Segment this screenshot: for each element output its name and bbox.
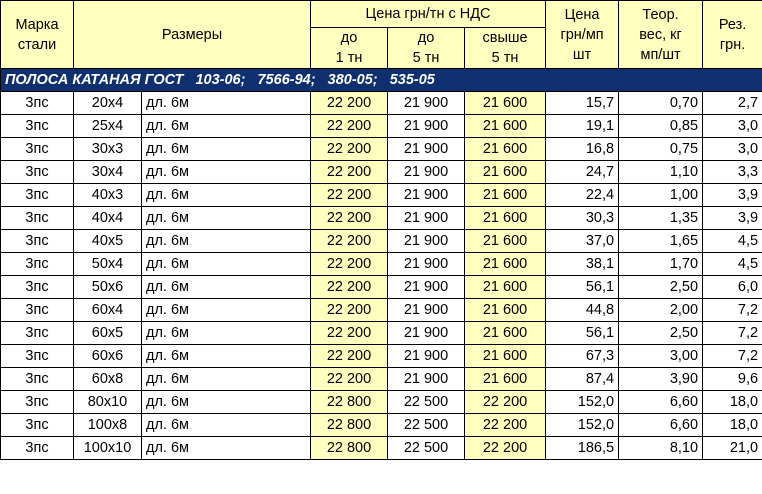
cell-grade: 3пс (1, 230, 74, 253)
header-price-mp-line2: грн/мп (560, 26, 604, 43)
cell-cut-price: 3,9 (703, 184, 762, 207)
cell-price-to-5t: 21 900 (388, 368, 465, 391)
cell-grade: 3пс (1, 368, 74, 391)
cell-price-to-1t: 22 200 (311, 138, 388, 161)
cell-price-mp: 186,5 (546, 437, 619, 460)
cell-price-mp: 37,0 (546, 230, 619, 253)
cell-length: дл. 6м (142, 276, 311, 299)
cell-cut-price: 4,5 (703, 253, 762, 276)
header-to-5t-line1: до (417, 30, 435, 46)
table-row (1, 345, 762, 368)
cell-price-to-1t: 22 200 (311, 207, 388, 230)
cell-cut-price: 7,2 (703, 345, 762, 368)
cell-grade: 3пс (1, 391, 74, 414)
cell-cut-price: 9,6 (703, 368, 762, 391)
table-row (1, 138, 762, 161)
cell-price-over-5t: 21 600 (465, 368, 546, 391)
cell-size: 60х4 (74, 299, 142, 322)
cell-price-over-5t: 21 600 (465, 184, 546, 207)
cell-theor-weight: 6,60 (619, 414, 703, 437)
header-theor-line2: вес, кг (639, 26, 682, 43)
cell-price-over-5t: 21 600 (465, 276, 546, 299)
cell-price-mp: 30,3 (546, 207, 619, 230)
cell-grade: 3пс (1, 414, 74, 437)
table-row (1, 253, 762, 276)
cell-size: 80х10 (74, 391, 142, 414)
cell-grade: 3пс (1, 345, 74, 368)
cell-size: 30х4 (74, 161, 142, 184)
cell-price-to-5t: 21 900 (388, 299, 465, 322)
cell-price-over-5t: 21 600 (465, 92, 546, 115)
table-row (1, 299, 762, 322)
cell-price-over-5t: 21 600 (465, 322, 546, 345)
header-grade (1, 1, 74, 69)
header-to-5t (388, 28, 465, 69)
section-row (1, 69, 762, 92)
cell-price-to-1t: 22 200 (311, 161, 388, 184)
header-theor-weight (619, 1, 703, 69)
cell-theor-weight: 8,10 (619, 437, 703, 460)
cell-price-mp: 19,1 (546, 115, 619, 138)
cell-size: 60х8 (74, 368, 142, 391)
cell-price-mp: 44,8 (546, 299, 619, 322)
cell-length: дл. 6м (142, 299, 311, 322)
table-row (1, 391, 762, 414)
cell-price-to-5t: 21 900 (388, 138, 465, 161)
cell-theor-weight: 1,10 (619, 161, 703, 184)
cell-size: 50х4 (74, 253, 142, 276)
header-to-1t (311, 28, 388, 69)
header-theor-line3: мп/шт (640, 46, 681, 63)
cell-length: дл. 6м (142, 138, 311, 161)
cell-cut-price: 3,0 (703, 115, 762, 138)
cell-price-to-1t: 22 200 (311, 368, 388, 391)
cell-length: дл. 6м (142, 253, 311, 276)
header-over-5t-line2: 5 тн (491, 50, 519, 66)
cell-theor-weight: 0,85 (619, 115, 703, 138)
cell-grade: 3пс (1, 253, 74, 276)
header-cut-line2: грн. (719, 36, 746, 53)
cell-price-mp: 22,4 (546, 184, 619, 207)
cell-size: 40х4 (74, 207, 142, 230)
cell-cut-price: 18,0 (703, 391, 762, 414)
cell-length: дл. 6м (142, 414, 311, 437)
cell-grade: 3пс (1, 207, 74, 230)
cell-price-mp: 67,3 (546, 345, 619, 368)
cell-theor-weight: 2,00 (619, 299, 703, 322)
cell-price-mp: 15,7 (546, 92, 619, 115)
header-over-5t (465, 28, 546, 69)
cell-price-over-5t: 21 600 (465, 207, 546, 230)
cell-price-to-5t: 21 900 (388, 161, 465, 184)
cell-price-to-1t: 22 200 (311, 322, 388, 345)
header-price-mp-line3: шт (572, 46, 592, 63)
cell-cut-price: 3,3 (703, 161, 762, 184)
cell-price-over-5t: 22 200 (465, 391, 546, 414)
cell-price-mp: 24,7 (546, 161, 619, 184)
cell-length: дл. 6м (142, 437, 311, 460)
cell-length: дл. 6м (142, 368, 311, 391)
header-to-1t-line1: до (340, 30, 358, 46)
table-row (1, 184, 762, 207)
cell-size: 60х6 (74, 345, 142, 368)
table-row (1, 92, 762, 115)
cell-price-to-5t: 21 900 (388, 276, 465, 299)
cell-length: дл. 6м (142, 184, 311, 207)
cell-grade: 3пс (1, 161, 74, 184)
cell-price-to-5t: 21 900 (388, 253, 465, 276)
cell-grade: 3пс (1, 437, 74, 460)
cell-grade: 3пс (1, 299, 74, 322)
cell-theor-weight: 2,50 (619, 322, 703, 345)
cell-theor-weight: 6,60 (619, 391, 703, 414)
cell-size: 100х8 (74, 414, 142, 437)
cell-size: 20х4 (74, 92, 142, 115)
cell-price-mp: 38,1 (546, 253, 619, 276)
cell-theor-weight: 0,75 (619, 138, 703, 161)
cell-price-over-5t: 22 200 (465, 437, 546, 460)
cell-price-over-5t: 21 600 (465, 115, 546, 138)
table-row (1, 207, 762, 230)
cell-size: 40х3 (74, 184, 142, 207)
cell-grade: 3пс (1, 92, 74, 115)
cell-price-to-1t: 22 800 (311, 437, 388, 460)
table-row (1, 437, 762, 460)
cell-price-over-5t: 21 600 (465, 138, 546, 161)
cell-price-over-5t: 21 600 (465, 253, 546, 276)
cell-cut-price: 6,0 (703, 276, 762, 299)
cell-theor-weight: 2,50 (619, 276, 703, 299)
cell-cut-price: 7,2 (703, 322, 762, 345)
header-grade-line2: стали (17, 36, 57, 53)
header-cut (703, 1, 762, 69)
cell-price-over-5t: 21 600 (465, 345, 546, 368)
cell-length: дл. 6м (142, 161, 311, 184)
header-to-1t-line2: 1 тн (335, 50, 363, 66)
cell-price-to-5t: 21 900 (388, 184, 465, 207)
cell-theor-weight: 1,35 (619, 207, 703, 230)
cell-price-over-5t: 21 600 (465, 161, 546, 184)
cell-theor-weight: 3,90 (619, 368, 703, 391)
header-to-5t-line2: 5 тн (412, 50, 440, 66)
cell-length: дл. 6м (142, 207, 311, 230)
cell-price-to-5t: 21 900 (388, 230, 465, 253)
cell-size: 60х5 (74, 322, 142, 345)
table-row (1, 115, 762, 138)
table-row (1, 230, 762, 253)
header-grade-line1: Марка (15, 16, 59, 33)
cell-price-to-1t: 22 200 (311, 92, 388, 115)
cell-price-over-5t: 22 200 (465, 414, 546, 437)
cell-size: 30х3 (74, 138, 142, 161)
cell-grade: 3пс (1, 276, 74, 299)
cell-price-to-1t: 22 800 (311, 414, 388, 437)
cell-theor-weight: 1,00 (619, 184, 703, 207)
cell-price-to-5t: 22 500 (388, 437, 465, 460)
cell-price-mp: 87,4 (546, 368, 619, 391)
cell-cut-price: 7,2 (703, 299, 762, 322)
cell-size: 40х5 (74, 230, 142, 253)
table-row (1, 414, 762, 437)
header-sizes: Размеры (74, 1, 311, 69)
cell-price-to-1t: 22 200 (311, 115, 388, 138)
cell-size: 100х10 (74, 437, 142, 460)
cell-price-to-1t: 22 200 (311, 253, 388, 276)
cell-theor-weight: 0,70 (619, 92, 703, 115)
cell-cut-price: 3,9 (703, 207, 762, 230)
cell-price-to-5t: 21 900 (388, 115, 465, 138)
cell-grade: 3пс (1, 138, 74, 161)
cell-price-to-1t: 22 200 (311, 230, 388, 253)
header-price-mp-line1: Цена (564, 6, 600, 23)
cell-price-mp: 152,0 (546, 414, 619, 437)
cell-cut-price: 2,7 (703, 92, 762, 115)
cell-price-to-1t: 22 200 (311, 184, 388, 207)
table-header (1, 1, 762, 69)
cell-length: дл. 6м (142, 115, 311, 138)
cell-price-mp: 56,1 (546, 322, 619, 345)
cell-cut-price: 3,0 (703, 138, 762, 161)
cell-price-to-5t: 21 900 (388, 322, 465, 345)
cell-price-to-5t: 21 900 (388, 207, 465, 230)
cell-price-to-1t: 22 200 (311, 345, 388, 368)
cell-cut-price: 4,5 (703, 230, 762, 253)
cell-cut-price: 18,0 (703, 414, 762, 437)
cell-price-mp: 16,8 (546, 138, 619, 161)
header-price-group: Цена грн/тн с НДС (311, 1, 546, 28)
cell-theor-weight: 1,70 (619, 253, 703, 276)
table-row (1, 161, 762, 184)
cell-cut-price: 21,0 (703, 437, 762, 460)
table-body (1, 69, 762, 460)
cell-price-to-1t: 22 800 (311, 391, 388, 414)
cell-theor-weight: 3,00 (619, 345, 703, 368)
section-title: ПОЛОСА КАТАНАЯ ГОСТ 103-06; 7566-94; 380-05; 535-05 (1, 69, 762, 92)
cell-theor-weight: 1,65 (619, 230, 703, 253)
header-cut-line1: Рез. (718, 16, 747, 33)
cell-price-over-5t: 21 600 (465, 230, 546, 253)
cell-price-to-5t: 22 500 (388, 414, 465, 437)
cell-length: дл. 6м (142, 391, 311, 414)
cell-grade: 3пс (1, 115, 74, 138)
header-over-5t-line1: свыше (482, 30, 528, 46)
cell-price-mp: 152,0 (546, 391, 619, 414)
cell-price-to-1t: 22 200 (311, 276, 388, 299)
header-theor-line1: Теор. (642, 6, 679, 23)
table-row (1, 276, 762, 299)
cell-price-to-5t: 21 900 (388, 345, 465, 368)
cell-price-to-5t: 22 500 (388, 391, 465, 414)
cell-length: дл. 6м (142, 322, 311, 345)
cell-length: дл. 6м (142, 345, 311, 368)
cell-length: дл. 6м (142, 230, 311, 253)
table-row (1, 322, 762, 345)
cell-price-to-1t: 22 200 (311, 299, 388, 322)
cell-size: 25х4 (74, 115, 142, 138)
cell-length: дл. 6м (142, 92, 311, 115)
cell-price-mp: 56,1 (546, 276, 619, 299)
cell-price-over-5t: 21 600 (465, 299, 546, 322)
cell-grade: 3пс (1, 184, 74, 207)
cell-size: 50х6 (74, 276, 142, 299)
cell-grade: 3пс (1, 322, 74, 345)
cell-price-to-5t: 21 900 (388, 92, 465, 115)
header-price-mp (546, 1, 619, 69)
table-row (1, 368, 762, 391)
